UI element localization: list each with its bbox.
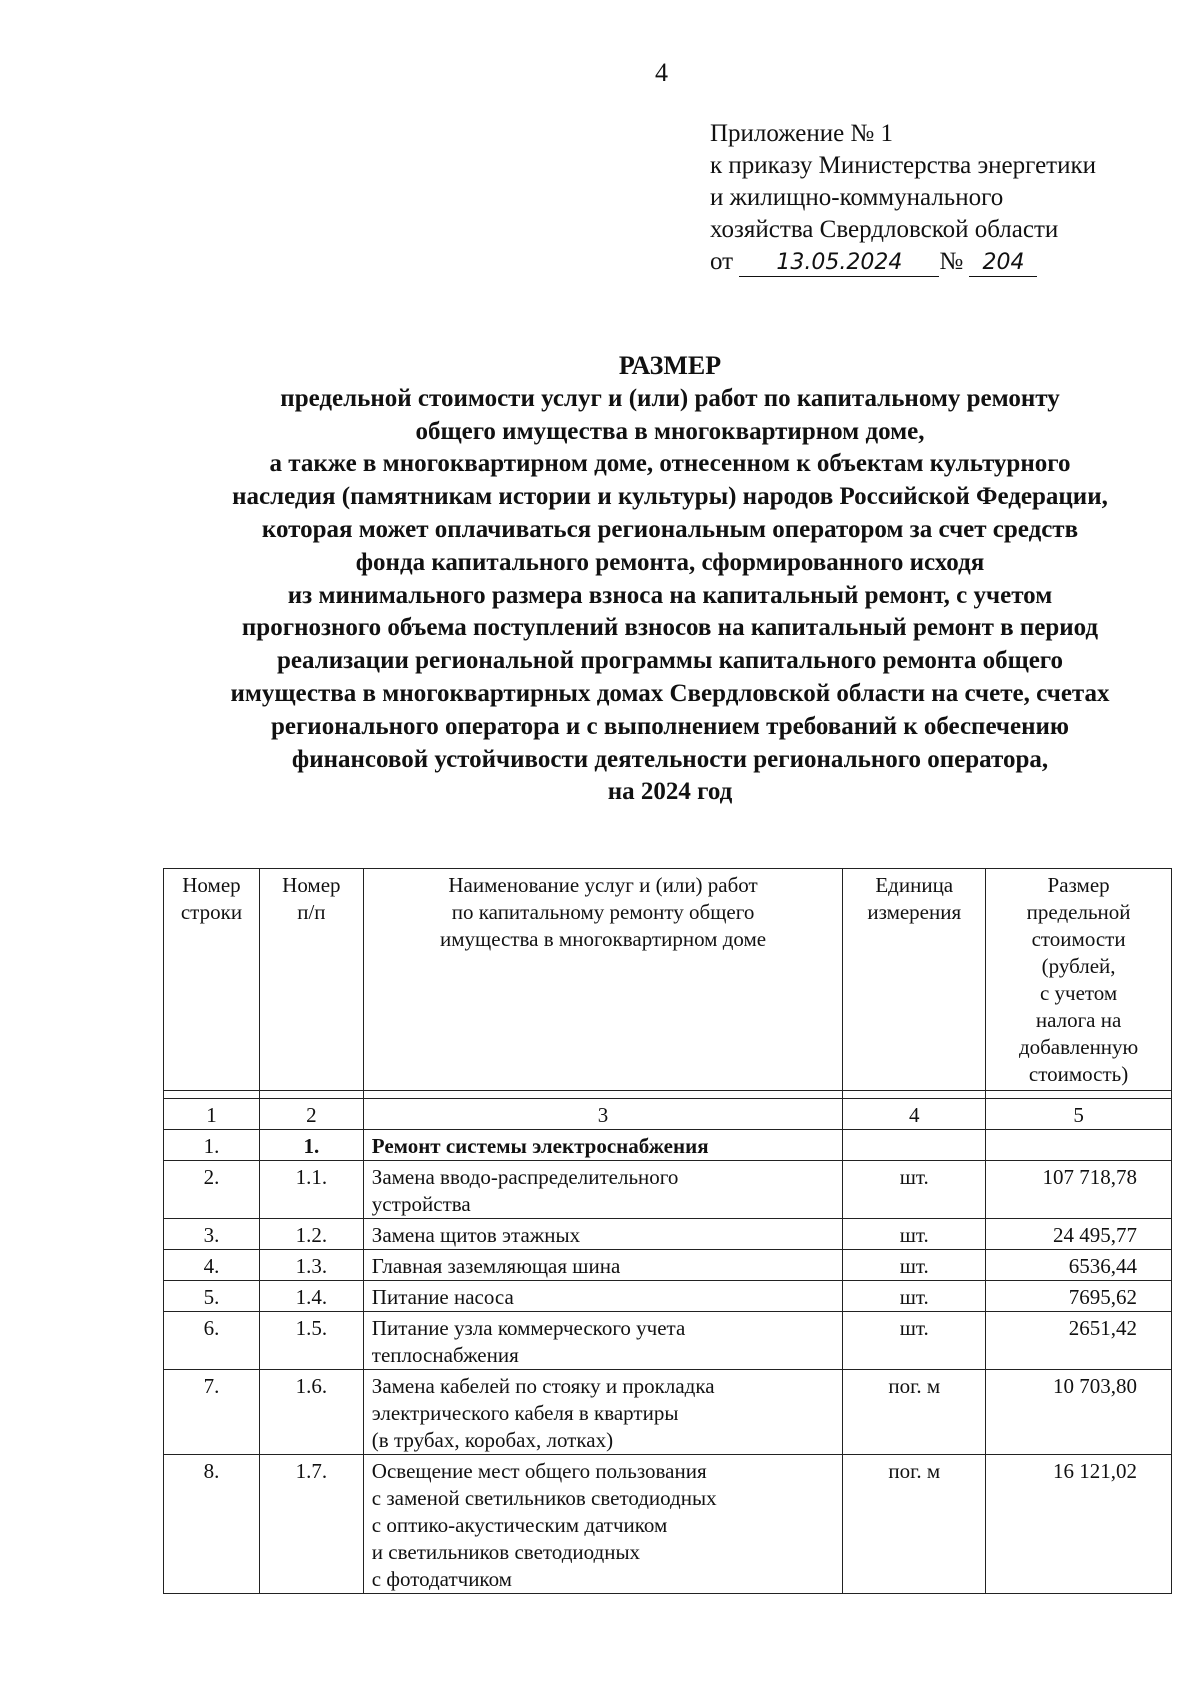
- cost-cell: 10 703,80: [986, 1370, 1172, 1455]
- header-text: Номер: [282, 873, 341, 897]
- item-name-line: устройства: [371, 1192, 471, 1216]
- row-number-cell: 1.: [164, 1130, 260, 1161]
- cost-cell: 6536,44: [986, 1250, 1172, 1281]
- cost-cell: [986, 1130, 1172, 1161]
- item-name-line: теплоснабжения: [371, 1343, 519, 1367]
- title-line: предельной стоимости услуг и (или) работ по капитальному ремонту: [280, 384, 1060, 412]
- unit-cell: шт.: [843, 1281, 986, 1312]
- header-text: п/п: [297, 900, 326, 924]
- item-name-cell: [363, 1455, 843, 1594]
- header-unit: [843, 869, 986, 1091]
- page-number: 4: [655, 58, 668, 87]
- appendix-date-line: [710, 246, 1180, 278]
- title-line: фонда капитального ремонта, сформированного исходя: [355, 548, 985, 576]
- item-name-line: Замена вводо-распределительного: [371, 1165, 679, 1189]
- title-line: финансовой устойчивости деятельности регионального оператора,: [291, 745, 1049, 773]
- appendix-block: [710, 118, 1180, 278]
- table-body: [164, 1130, 1172, 1594]
- title-line: из минимального размера взноса на капитальный ремонт, с учетом: [287, 581, 1053, 609]
- unit-cell: пог. м: [843, 1455, 986, 1594]
- cost-cell: 2651,42: [986, 1312, 1172, 1370]
- title-line: на 2024 год: [607, 778, 733, 806]
- unit-cell: шт.: [843, 1219, 986, 1250]
- column-number: 3: [363, 1099, 843, 1130]
- header-text: Единица: [875, 873, 954, 897]
- item-name-line: (в трубах, коробах, лотках): [371, 1428, 614, 1452]
- cost-cell: 16 121,02: [986, 1455, 1172, 1594]
- title-line: общего имущества в многоквартирном доме,: [415, 417, 925, 445]
- handwritten-number: 204: [969, 250, 1037, 277]
- item-name-cell: [363, 1281, 843, 1312]
- table-row: [164, 1130, 1172, 1161]
- row-number-cell: 8.: [164, 1455, 260, 1594]
- handwritten-date: 13.05.2024: [739, 250, 939, 277]
- header-cost: [986, 869, 1172, 1091]
- column-number: 4: [843, 1099, 986, 1130]
- header-item-number: [259, 869, 363, 1091]
- header-text: имущества в многоквартирном доме: [440, 927, 767, 951]
- column-number: 2: [259, 1099, 363, 1130]
- item-number-cell: 1.7.: [259, 1455, 363, 1594]
- header-row-number: [164, 869, 260, 1091]
- header-text: налога на: [1035, 1008, 1122, 1032]
- header-text: по капитальному ремонту общего: [451, 900, 755, 924]
- item-number-cell: 1.4.: [259, 1281, 363, 1312]
- item-number-cell: 1.1.: [259, 1161, 363, 1219]
- header-text: измерения: [867, 900, 962, 924]
- item-name-line: Замена кабелей по стояку и прокладка: [371, 1374, 715, 1398]
- table-row: [164, 1219, 1172, 1250]
- cost-cell: 24 495,77: [986, 1219, 1172, 1250]
- item-name-cell: [363, 1130, 843, 1161]
- table-row: [164, 1455, 1172, 1594]
- title-line: наследия (памятникам истории и культуры) народов Российской Федерации,: [232, 483, 1108, 511]
- header-text: добавленную: [1018, 1035, 1139, 1059]
- appendix-line: хозяйства Свердловской области: [710, 216, 1059, 243]
- title-line: которая может оплачиваться региональным оператором за счет средств: [261, 515, 1079, 543]
- item-name-line: с оптико-акустическим датчиком: [371, 1513, 668, 1537]
- title-line: реализации региональной программы капитального ремонта общего: [276, 647, 1064, 675]
- header-name: [363, 869, 843, 1091]
- title-main: РАЗМЕР: [618, 351, 722, 380]
- item-number-cell: 1.3.: [259, 1250, 363, 1281]
- header-text: с учетом: [1039, 981, 1118, 1005]
- table-row: [164, 1250, 1172, 1281]
- table-header-row: [164, 869, 1172, 1091]
- item-name-line: Ремонт системы электроснабжения: [371, 1134, 709, 1158]
- from-label: от: [710, 248, 734, 275]
- title-line: регионального оператора и с выполнением требований к обеспечению: [270, 712, 1070, 740]
- item-name-line: Главная заземляющая шина: [371, 1254, 621, 1278]
- item-number-cell: 1.5.: [259, 1312, 363, 1370]
- appendix-line: Приложение № 1: [710, 120, 894, 147]
- item-name-line: Освещение мест общего пользования: [371, 1459, 707, 1483]
- row-number-cell: 4.: [164, 1250, 260, 1281]
- row-number-cell: 6.: [164, 1312, 260, 1370]
- table-row: [164, 1161, 1172, 1219]
- item-name-cell: [363, 1219, 843, 1250]
- header-text: (рублей,: [1041, 954, 1116, 978]
- header-text: стоимости: [1031, 927, 1126, 951]
- item-name-line: Питание узла коммерческого учета: [371, 1316, 686, 1340]
- item-name-cell: [363, 1250, 843, 1281]
- item-name-cell: [363, 1312, 843, 1370]
- unit-cell: пог. м: [843, 1370, 986, 1455]
- item-number-cell: 1.: [259, 1130, 363, 1161]
- item-name-line: электрического кабеля в квартиры: [371, 1401, 679, 1425]
- column-number: 5: [986, 1099, 1172, 1130]
- item-name-line: с фотодатчиком: [371, 1567, 512, 1591]
- row-number-cell: 2.: [164, 1161, 260, 1219]
- header-text: Размер: [1047, 873, 1110, 897]
- row-number-cell: 7.: [164, 1370, 260, 1455]
- header-text: Наименование услуг и (или) работ: [448, 873, 758, 897]
- title-line: а также в многоквартирном доме, отнесенном к объектам культурного: [269, 450, 1071, 478]
- unit-cell: шт.: [843, 1312, 986, 1370]
- header-text: Номер: [182, 873, 241, 897]
- document-title: [140, 350, 1200, 809]
- header-text: стоимость): [1028, 1062, 1129, 1086]
- title-line: прогнозного объема поступлений взносов на капитальный ремонт в период: [241, 614, 1099, 642]
- column-number: 1: [164, 1099, 260, 1130]
- table-row: [164, 1370, 1172, 1455]
- row-number-cell: 3.: [164, 1219, 260, 1250]
- header-text: строки: [180, 900, 243, 924]
- item-name-line: Замена щитов этажных: [371, 1223, 581, 1247]
- header-text: предельной: [1026, 900, 1131, 924]
- appendix-line: к приказу Министерства энергетики: [710, 152, 1096, 179]
- column-number-row: [164, 1099, 1172, 1130]
- item-number-cell: 1.6.: [259, 1370, 363, 1455]
- unit-cell: [843, 1130, 986, 1161]
- cost-cell: 7695,62: [986, 1281, 1172, 1312]
- unit-cell: шт.: [843, 1161, 986, 1219]
- cost-cell: 107 718,78: [986, 1161, 1172, 1219]
- appendix-line: и жилищно-коммунального: [710, 184, 1004, 211]
- item-number-cell: 1.2.: [259, 1219, 363, 1250]
- item-name-line: с заменой светильников светодиодных: [371, 1486, 717, 1510]
- cost-table: [163, 868, 1172, 1594]
- unit-cell: шт.: [843, 1250, 986, 1281]
- row-number-cell: 5.: [164, 1281, 260, 1312]
- item-name-cell: [363, 1161, 843, 1219]
- item-name-line: Питание насоса: [371, 1285, 514, 1309]
- item-name-line: и светильников светодиодных: [371, 1540, 641, 1564]
- table-spacer: [164, 1091, 1172, 1099]
- table-row: [164, 1312, 1172, 1370]
- item-name-cell: [363, 1370, 843, 1455]
- number-label: №: [939, 248, 964, 275]
- title-line: имущества в многоквартирных домах Свердловской области на счете, счетах: [230, 679, 1110, 707]
- table-row: [164, 1281, 1172, 1312]
